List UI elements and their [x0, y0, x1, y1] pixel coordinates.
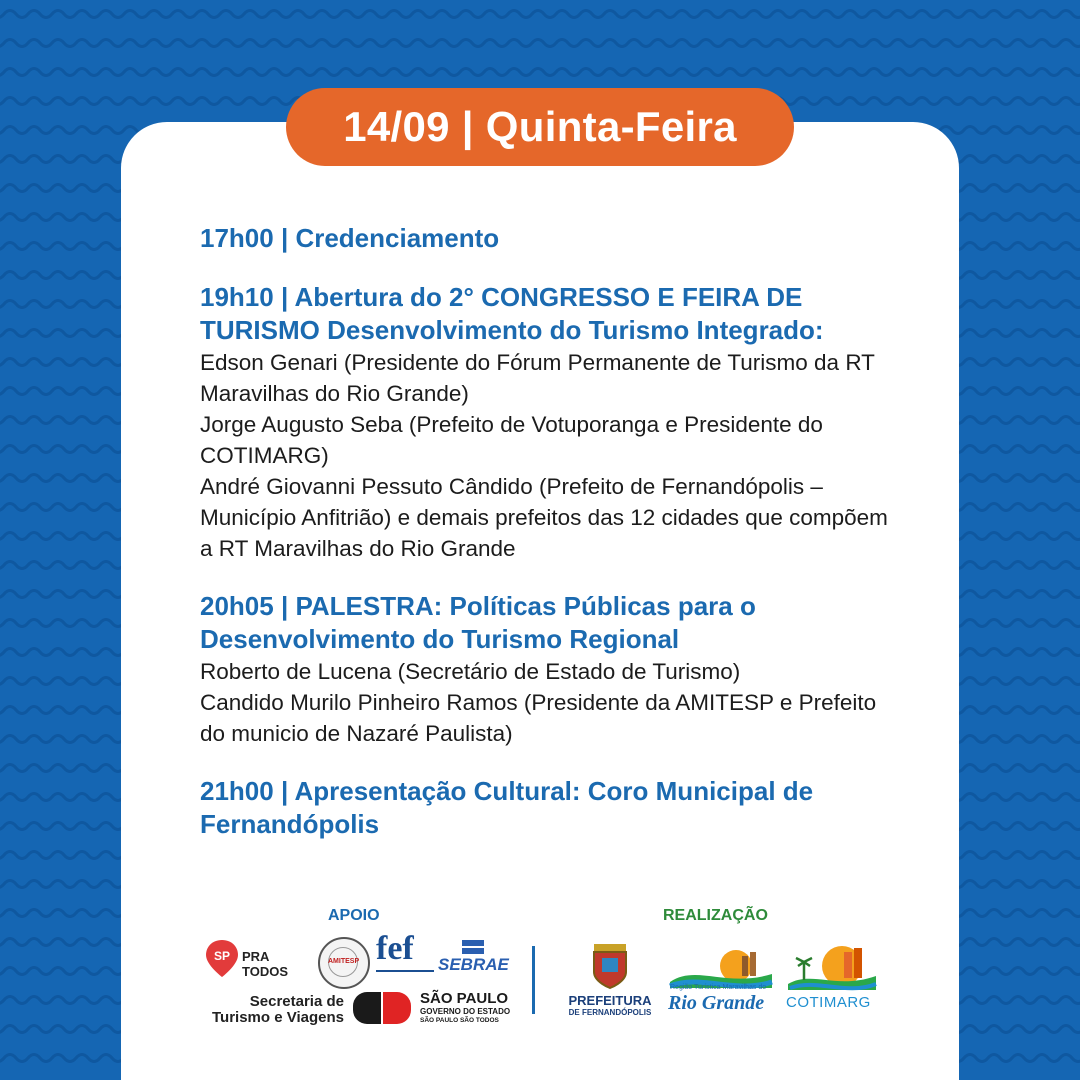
- footer-divider: [532, 946, 535, 1014]
- sp-pra-todos-logo: SP PRA TODOS: [204, 938, 314, 978]
- agenda-item-detail: Candido Murilo Pinheiro Ramos (Presidente da AMITESP e Prefeito do municio de Nazaré Paulista): [200, 690, 877, 746]
- realization-label: REALIZAÇÃO: [663, 907, 768, 924]
- cotimarg-emblem-icon: [786, 944, 878, 994]
- agenda-item: [200, 222, 900, 255]
- agenda-item: [200, 775, 900, 841]
- prefeitura-line2: DE FERNANDÓPOLIS: [568, 1008, 652, 1017]
- secretaria-line2: Turismo e Viagens: [212, 1009, 344, 1026]
- sao-paulo-line2: GOVERNO DO ESTADO: [420, 1007, 511, 1016]
- agenda-item-detail: Edson Genari (Presidente do Fórum Permanente de Turismo da RT Maravilhas do Rio Grande): [200, 350, 875, 406]
- sebrae-logo: SEBRAE: [438, 940, 510, 976]
- agenda-item-title: 20h05 | PALESTRA: Políticas Públicas para o Desenvolvimento do Turismo Regional: [200, 591, 756, 654]
- agenda-item: [200, 590, 900, 749]
- agenda-item: [200, 281, 900, 564]
- agenda-item-title: 21h00 | Apresentação Cultural: Coro Municipal de Fernandópolis: [200, 776, 814, 839]
- sao-paulo-line1: SÃO PAULO: [420, 990, 509, 1007]
- prefeitura-crest-icon: [588, 940, 632, 990]
- amitesp-logo: AMITESP: [318, 937, 370, 989]
- agenda-item-title: 19h10 | Abertura do 2° CONGRESSO E FEIRA DE TURISMO Desenvolvimento do Turismo Integrado:: [200, 282, 824, 345]
- agenda-item-detail: Jorge Augusto Seba (Prefeito de Votuporanga e Presidente do COTIMARG): [200, 412, 823, 468]
- date-badge: 14/09 | Quinta-Feira: [286, 88, 794, 166]
- secretaria-line1: Secretaria de: [249, 993, 344, 1010]
- support-label: APOIO: [328, 907, 380, 924]
- agenda-item-detail: André Giovanni Pessuto Cândido (Prefeito de Fernandópolis – Município Anfitrião) e demais prefeitos das 12 cidades que compõem a RT Maravilhas do Rio Grande: [200, 474, 888, 561]
- prefeitura-line1: PREFEITURA: [568, 993, 652, 1008]
- sp-government-logo-mark: [353, 992, 411, 1024]
- svg-text:SP: SP: [213, 949, 231, 963]
- agenda-list: [200, 222, 900, 867]
- agenda-item-title: 17h00 | Credenciamento: [200, 223, 500, 253]
- rio-grande-logo: Região Turística Maravilhas do Rio Grande: [666, 944, 776, 1016]
- fef-logo: fef: [376, 930, 414, 967]
- agenda-item-detail: Roberto de Lucena (Secretário de Estado de Turismo): [200, 659, 741, 684]
- cotimarg-logo: COTIMARG: [786, 944, 878, 1014]
- fef-underline: [376, 970, 434, 972]
- sao-paulo-line3: SÃO PAULO SÃO TODOS: [420, 1017, 499, 1024]
- map-pin-icon: [204, 938, 240, 978]
